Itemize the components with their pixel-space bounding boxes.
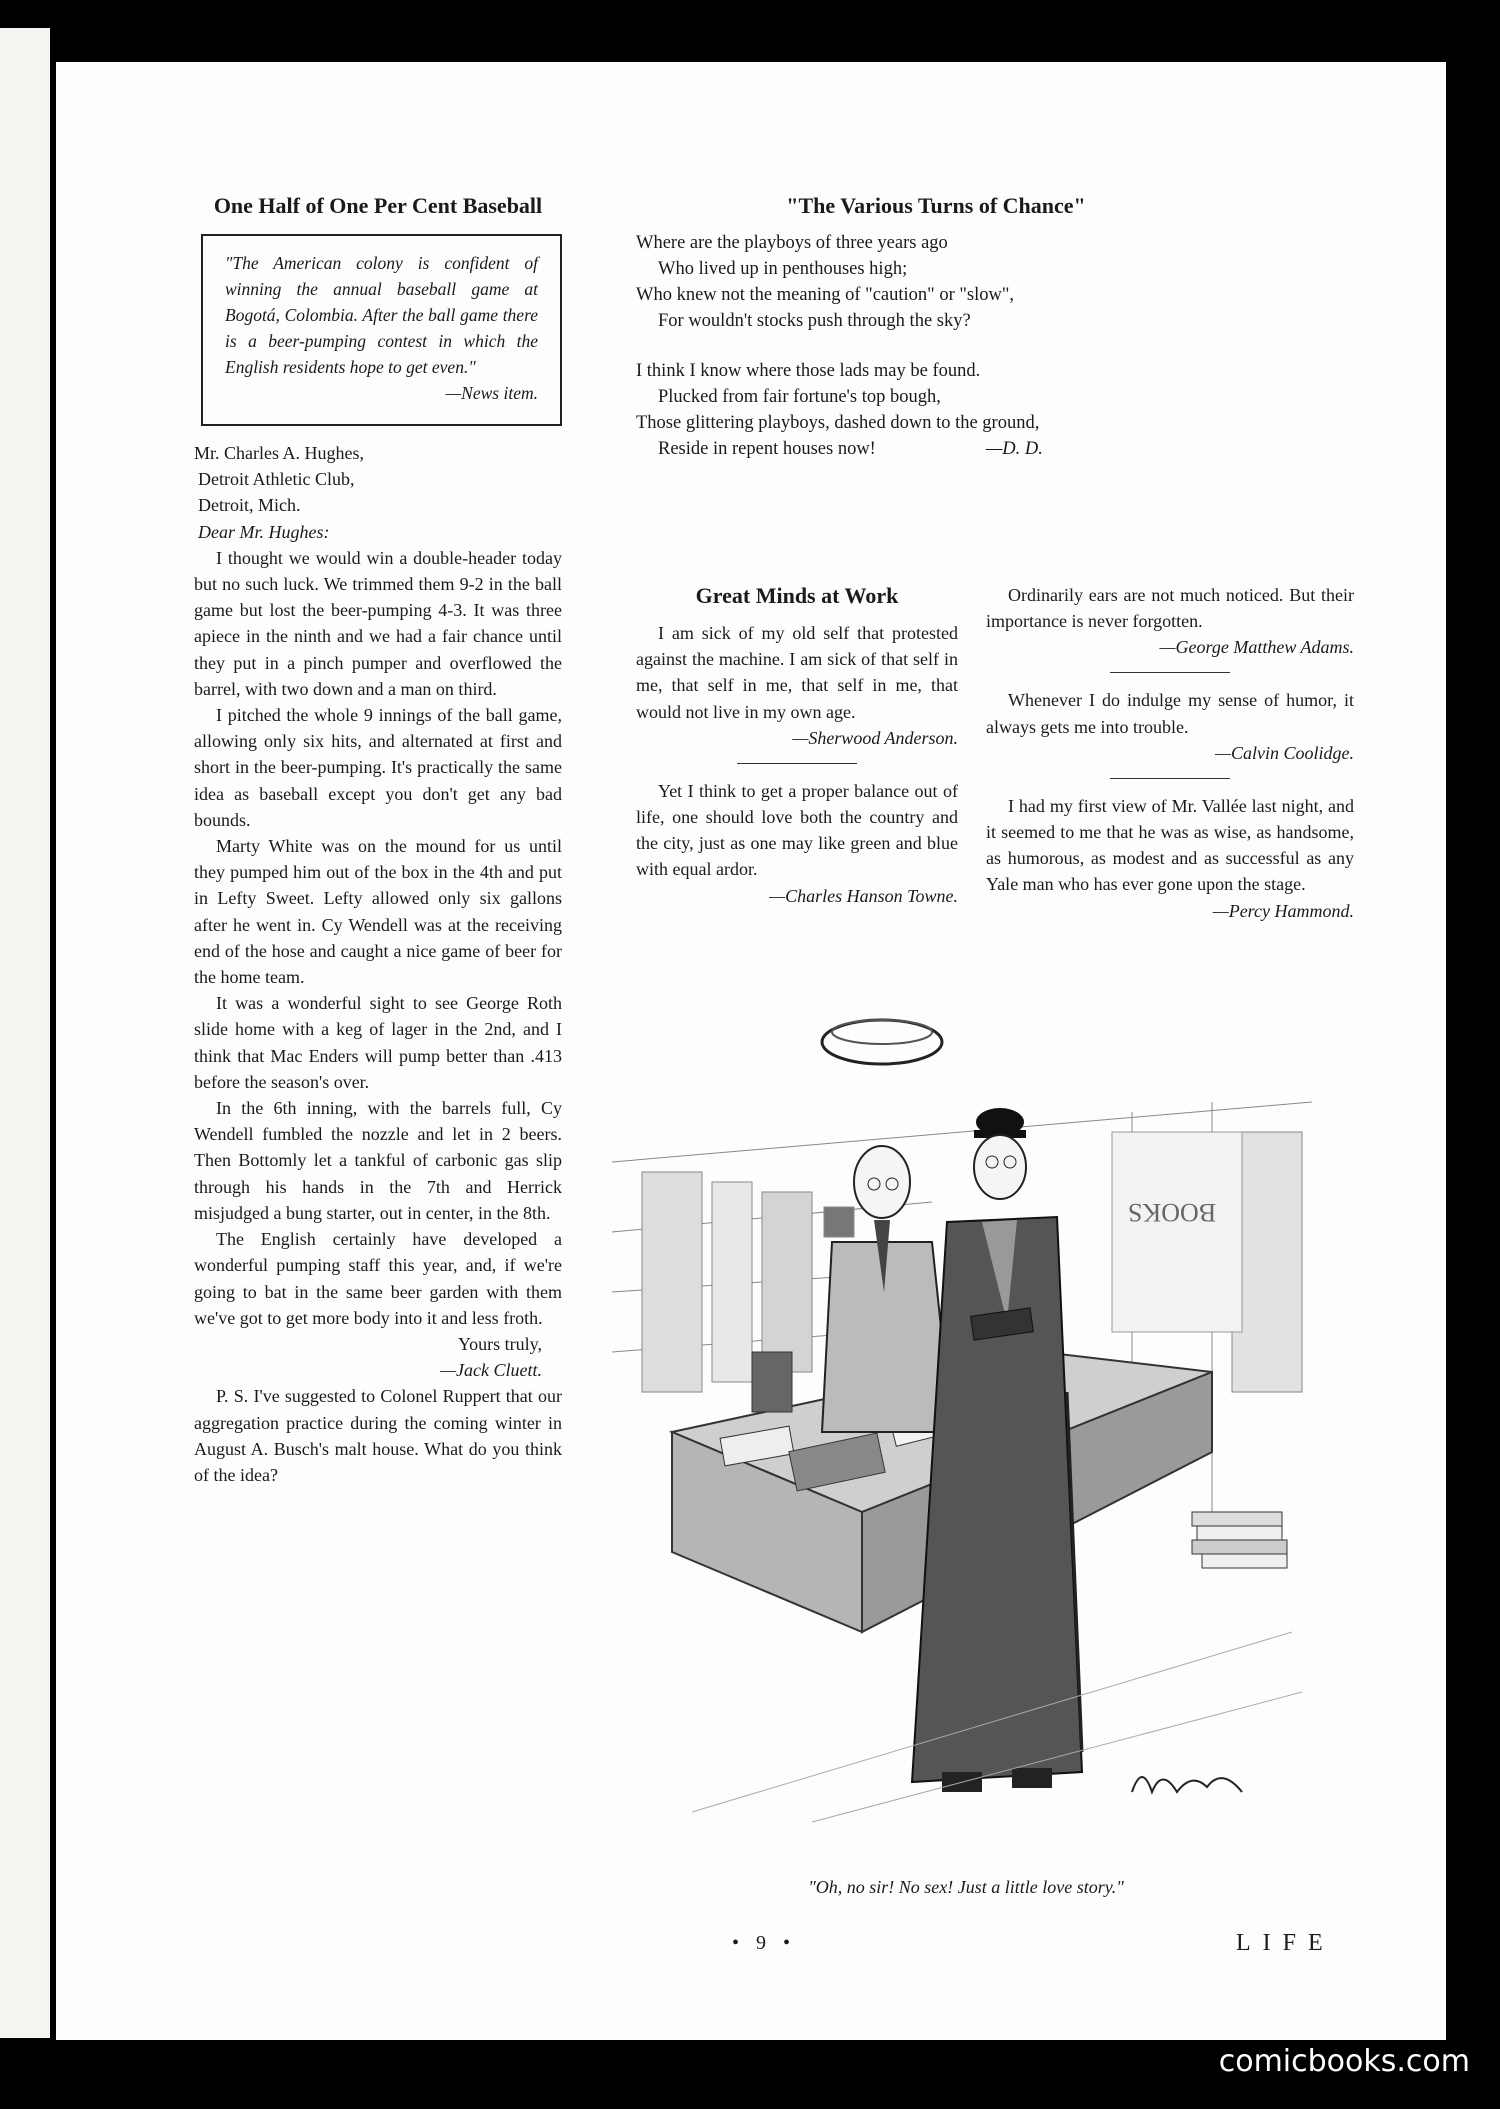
poem-line: For wouldn't stocks push through the sky? [658,311,971,331]
shop-window [1112,1132,1242,1332]
customer-in-overcoat [912,1108,1082,1792]
poem [636,192,1236,462]
quote-attribution: —Sherwood Anderson. [792,727,958,748]
address-line: Mr. Charles A. Hughes, [194,443,364,463]
poem-line: Who lived up in penthouses high; [658,259,908,279]
news-item-quote: "The American colony is confident of winning the annual baseball game at Bogotá, Colombia. After the ball game there is a beer-pumping contest in which the English residents hope to get even." [225,253,538,377]
cartoon-caption: "Oh, no sir! No sex! Just a little love story." [808,1877,1124,1897]
article-title: One Half of One Per Cent Baseball [213,193,543,218]
news-item-source: —News item. [445,383,538,403]
poem-line: Who knew not the meaning of "caution" or "slow", [636,285,1015,305]
letter [194,440,562,1488]
letter-paragraph: It was a wonderful sight to see George Roth slide home with a keg of lager in the 2nd, and I think that Mac Enders will pump better than .413 before the season's over. [194,993,562,1092]
quote-attribution: —Percy Hammond. [1212,900,1354,921]
poem-attribution: —D. D. [985,439,1043,459]
magazine-page [56,62,1446,2040]
divider [737,763,857,764]
quote-attribution: —Charles Hanson Towne. [769,885,958,906]
baseball-article [194,192,562,1488]
page-number: • 9 • [732,1932,797,1954]
previous-page-edge [0,28,50,2038]
letter-paragraph: The English certainly have developed a wonderful pumping staff this year, and, if we're going to bat in the same beer garden with them we've got to get more body into it and less froth. [194,1229,562,1328]
watermark: comicbooks.com [1218,2044,1470,2079]
poem-line-with-attribution [636,436,1236,462]
great-minds-left-column [636,582,958,909]
quote-text: I had my first view of Mr. Vallée last night, and it seemed to me that he was as wise, as handsome, as humorous, as modest and as successful as any Yale man who has ever gone upon the stage. [986,795,1354,895]
quote-text: I am sick of my old self that protested against the machine. I am sick of that self in me, that self in me, that self in me, that would not live in my own age. [636,623,958,722]
divider [1110,672,1230,673]
news-item-box [201,234,562,426]
divider [1110,778,1230,779]
poem-line: Reside in repent houses now! [658,439,876,459]
magazine-masthead: LIFE [1236,1930,1335,1956]
poem-line: Where are the playboys of three years ago [636,233,948,253]
signature: —Jack Cluett. [440,1360,542,1381]
postscript: P. S. I've suggested to Colonel Ruppert that our aggregation practice during the coming winter in August A. Busch's malt house. What do you think of the idea? [194,1386,562,1485]
section-title: Great Minds at Work [695,583,899,608]
artist-signature [1132,1777,1242,1792]
poem-title: "The Various Turns of Chance" [786,193,1086,218]
letter-paragraph: I pitched the whole 9 innings of the ball game, allowing only six hits, and alternated at first and short in the beer-pumping. It's practically the same idea as baseball except you don't get any bad bounds. [194,705,562,830]
quote-attribution: —Calvin Coolidge. [1215,742,1354,763]
letter-paragraph: Marty White was on the mound for us until they pumped him out of the box in the 4th and put in Lefty Sweet. Lefty allowed only six gallons after he went in. Cy Wendell was at the receiving end of the hose and caught a nice game of beer for the home team. [194,836,562,988]
quote-text: Ordinarily ears are not much noticed. But their importance is never forgotten. [986,585,1354,632]
letter-paragraph: In the 6th inning, with the barrels full, Cy Wendell fumbled the nozzle and let in 2 beers. Then Bottomly let a tankful of carbonic gas slip through his hands in the 7th and Herrick misjudged a bung starter, out in center, in the 8th. [194,1098,562,1223]
great-minds-right-column [986,582,1354,924]
ceiling-lamp [822,1020,942,1064]
poem-line: Plucked from fair fortune's top bough, [658,387,941,407]
address-line: Detroit Athletic Club, [198,469,355,490]
salutation: Dear Mr. Hughes: [198,521,330,542]
poem-line: Those glittering playboys, dashed down to the ground, [636,413,1040,433]
signoff: Yours truly, [457,1333,542,1354]
quote-text: Yet I think to get a proper balance out of life, one should love both the country and the city, just as one may like green and blue with equal ardor. [636,780,958,880]
cartoon-illustration [612,992,1312,1832]
quote-text: Whenever I do indulge my sense of humor, it always gets me into trouble. [986,690,1354,737]
window-sign-text: BOOKS [1127,1198,1217,1227]
address-block [194,440,562,519]
address-line: Detroit, Mich. [198,495,301,516]
letter-paragraph: I thought we would win a double-header today but no such luck. We trimmed them 9-2 in the ball game but lost the beer-pumping 4-3. It was three apiece in the ninth and we had a fair chance until they put in a pinch pumper and overflowed the barrel, with two down and a man on third. [194,547,562,699]
quote-attribution: —George Matthew Adams. [1159,637,1354,658]
shop-clerk [822,1146,952,1432]
stacked-books [1192,1512,1287,1568]
poem-line: I think I know where those lads may be found. [636,361,981,381]
